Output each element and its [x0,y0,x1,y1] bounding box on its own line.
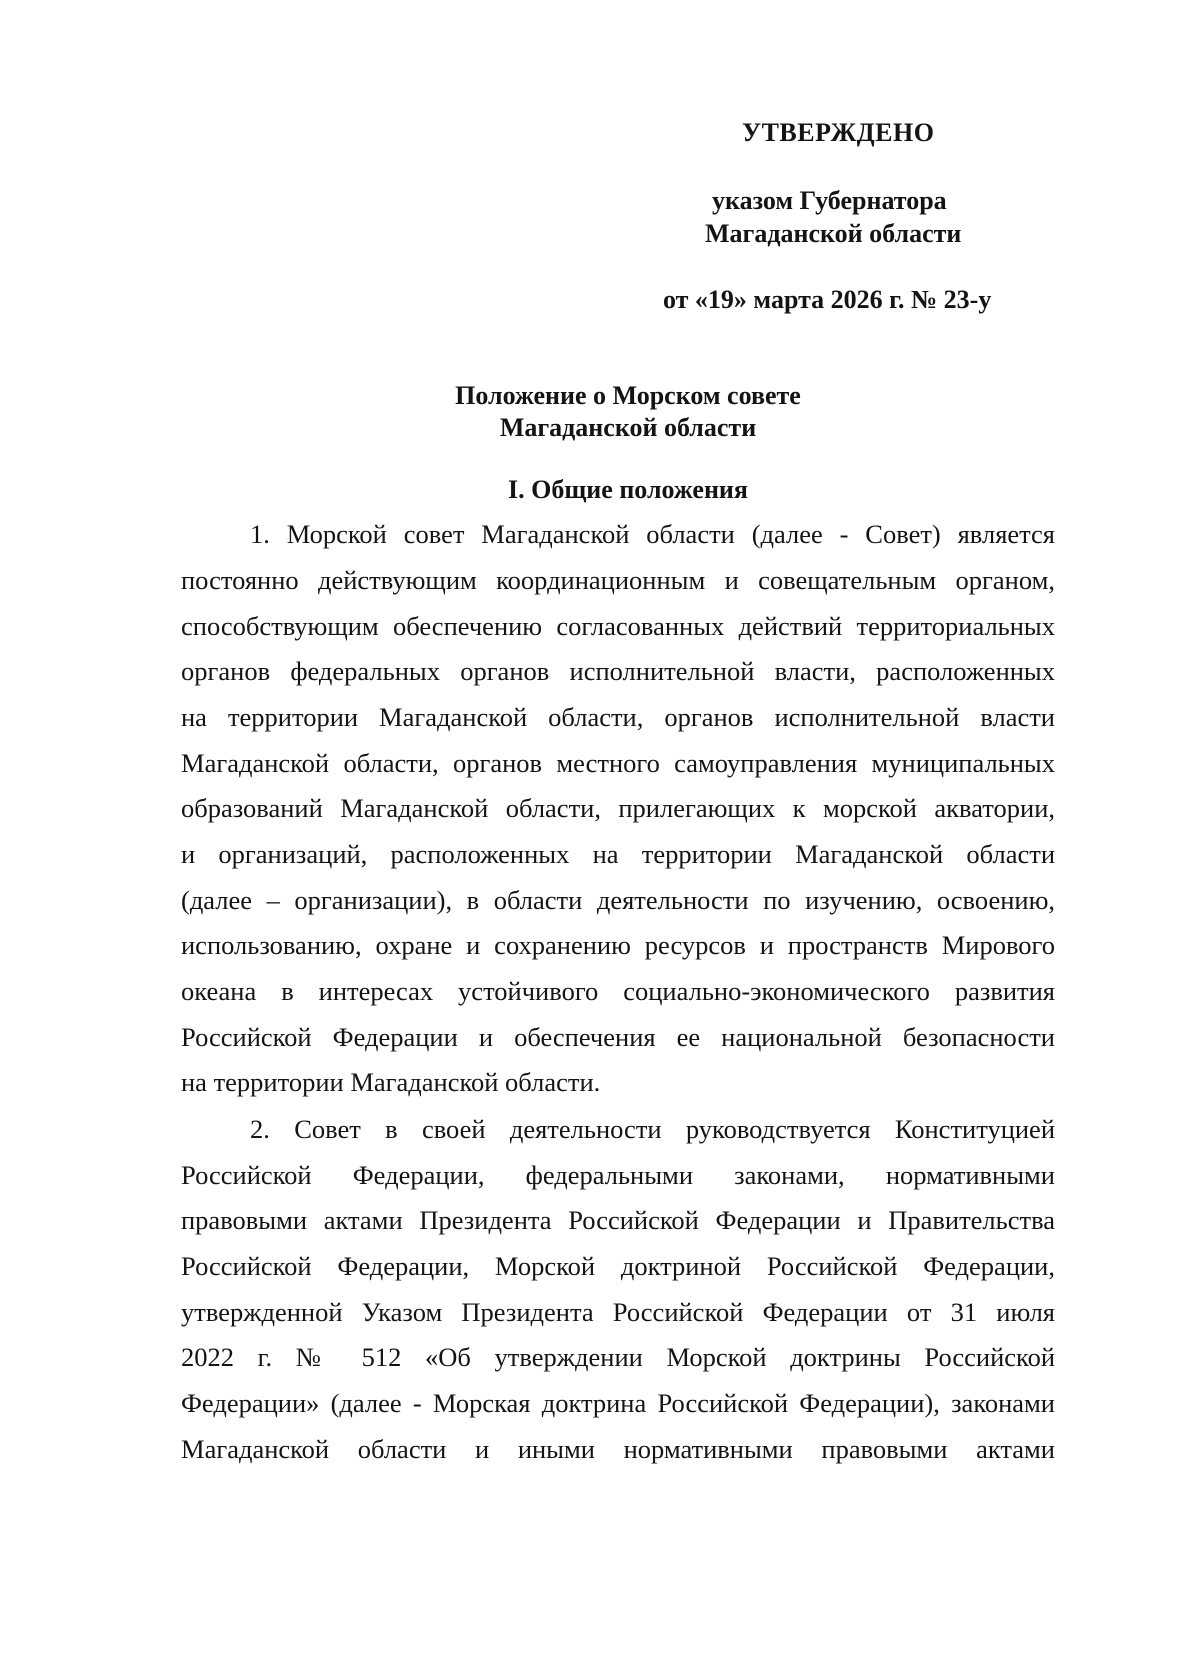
paragraph-line: на территории Магаданской области, органов исполнительной власти [181,702,1055,732]
document-title: Магаданской области [499,413,757,442]
paragraph-line: 2022 г. № 512 «Об утверждении Морской доктрины Российской [181,1342,1055,1372]
paragraph-line: органов федеральных органов исполнительной власти, расположенных [181,656,1055,686]
paragraph-line: на территории Магаданской области. [181,1067,601,1097]
approval-decree-line: указом Губернатора [712,186,947,215]
document-title: Положение о Морском совете [455,381,801,410]
paragraph-line: Федерации» (далее - Морская доктрина Российской Федерации), законами [181,1388,1055,1418]
paragraph-line: образований Магаданской области, прилегающих к морской акватории, [181,793,1055,823]
approval-stamp-heading: УТВЕРЖДЕНО [742,118,935,147]
section-heading: I. Общие положения [508,475,748,504]
paragraph-line: 1. Морской совет Магаданской области (далее - Совет) является [250,519,1055,549]
paragraph-line: 2. Совет в своей деятельности руководствуется Конституцией [250,1114,1055,1144]
paragraph-line: и организаций, расположенных на территории Магаданской области [181,839,1055,869]
approval-decree-line: Магаданской области [705,219,962,248]
paragraph-line: (далее – организации), в области деятельности по изучению, освоению, [181,885,1055,915]
paragraph-line: Российской Федерации и обеспечения ее национальной безопасности [181,1022,1055,1052]
paragraph-line: утвержденной Указом Президента Российской Федерации от 31 июля [181,1297,1055,1327]
approval-decree-date: от «19» марта 2026 г. № 23-у [663,285,992,314]
paragraph-line: Магаданской области и иными нормативными правовыми актами [181,1434,1055,1464]
paragraph-line: правовыми актами Президента Российской Федерации и Правительства [181,1205,1055,1235]
paragraph-line: Магаданской области, органов местного самоуправления муниципальных [181,748,1055,778]
paragraph-line: океана в интересах устойчивого социально-экономического развития [181,976,1055,1006]
paragraph-line: постоянно действующим координационным и совещательным органом, [181,565,1055,595]
paragraph-line: Российской Федерации, федеральными законами, нормативными [181,1160,1055,1190]
paragraph-line: способствующим обеспечению согласованных действий территориальных [181,611,1055,641]
paragraph-line: использованию, охране и сохранению ресурсов и пространств Мирового [181,930,1055,960]
paragraph-line: Российской Федерации, Морской доктриной Российской Федерации, [181,1251,1055,1281]
